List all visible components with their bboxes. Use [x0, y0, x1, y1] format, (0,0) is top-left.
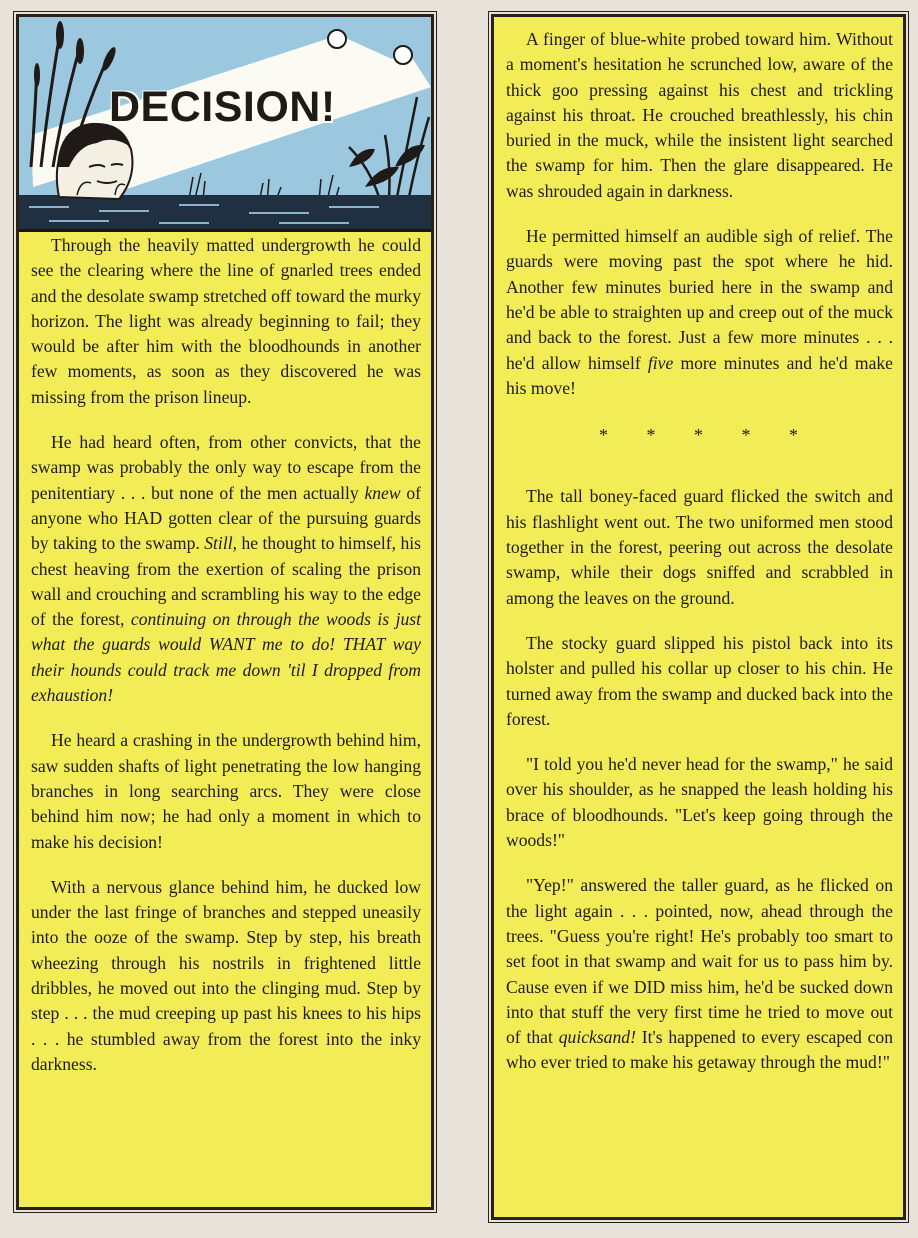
emphasis: Still,: [204, 533, 237, 554]
paragraph: The stocky guard slipped his pistol back into its holster and pulled his collar up closer to his chin. He turned away from the swamp and ducked back into the forest.: [506, 632, 893, 729]
right-column-text: [506, 27, 893, 1076]
paragraph: With a nervous glance behind him, he ducked low under the last fringe of branches and stepped uneasily into the ooze of the swamp. Step by step, his breath wheezing through his nostrils in frightened little dribbles, he moved out into the clinging mud. Step by step . . . the mud creeping up past his knees to his hips . . . he stumbled away from the forest into the inky darkness.: [31, 876, 421, 1074]
paragraph: He permitted himself an audible sigh of relief. The guards were moving past the spot where he hid. Another few minutes buried here in the swamp and he'd be able to straighten up and creep out of the muck and back to the forest. Just a few more minutes . . . he'd allow himself five more minutes and he'd make his move!: [506, 226, 893, 398]
section-separator: * * * * *: [599, 425, 800, 446]
left-column-text: [31, 233, 421, 1077]
paragraph: Through the heavily matted undergrowth he could see the clearing where the line of gnarled trees ended and the desolate swamp stretched off toward the murky horizon. The light was already beginning to fail; they would be after him with the bloodhounds in another few moments, as soon as they discovered he was missing from the prison lineup.: [31, 235, 421, 407]
paragraph: The tall boney-faced guard flicked the switch and his flashlight went out. The two uniformed men stood together in the forest, peering out across the desolate swamp, while their dogs sniffed and scrabbled in among the leaves on the ground.: [506, 486, 893, 608]
emphasis: five: [647, 352, 674, 373]
emphasis: continuing on through the woods is just what the guards would WANT me to do! THAT way their hounds could track me down 'til I dropped from exhaustion!: [31, 609, 421, 706]
paragraph: "I told you he'd never head for the swamp," he said over his shoulder, as he snapped the leash holding his brace of bloodhounds. "Let's keep going through the woods!": [506, 754, 893, 851]
page-title: DECISION!: [109, 83, 336, 131]
paragraph: A finger of blue-white probed toward him. Without a moment's hesitation he scrunched low, aware of the thick goo pressing against his chest and trickling against his throat. He crouched breathlessly, his chin buried in the muck, while the insistent light searched the swamp for him. Then the glare disappeared. He was shrouded again in darkness.: [506, 29, 893, 201]
emphasis: quicksand!: [558, 1027, 636, 1048]
left-column: [16, 14, 434, 1210]
paragraph: He heard a crashing in the undergrowth behind him, saw sudden shafts of light penetrating the low hanging branches in long searching arcs. They were close behind him now; he had only a moment in which to make his decision!: [31, 730, 421, 852]
paragraph: "Yep!" answered the taller guard, as he flicked on the light again . . . pointed, now, ahead through the trees. "Guess you're right! He's probably too smart to set foot in that swamp and wait for us to pass him by. Cause even if we DID miss him, he'd be sucked down into that stuff the very first time he tried to move out of that quicksand! It's happened to every escaped con who ever tried to make his getaway through the mud!": [506, 875, 893, 1073]
title-illustration: [19, 17, 431, 232]
emphasis: knew: [364, 482, 401, 503]
paragraph: He had heard often, from other convicts, that the swamp was probably the only way to escape from the penitentiary . . . but none of the men actually knew of anyone who HAD gotten clear of the pursuing guards by taking to the swamp. Still, he thought to himself, his chest heaving from the exertion of scaling the prison wall and crouching and scrambling his way to the edge of the forest, continuing on through the woods is just what the guards would WANT me to do! THAT way their hounds could track me down 'til I dropped from exhaustion!: [31, 432, 422, 706]
right-column: [491, 14, 906, 1220]
